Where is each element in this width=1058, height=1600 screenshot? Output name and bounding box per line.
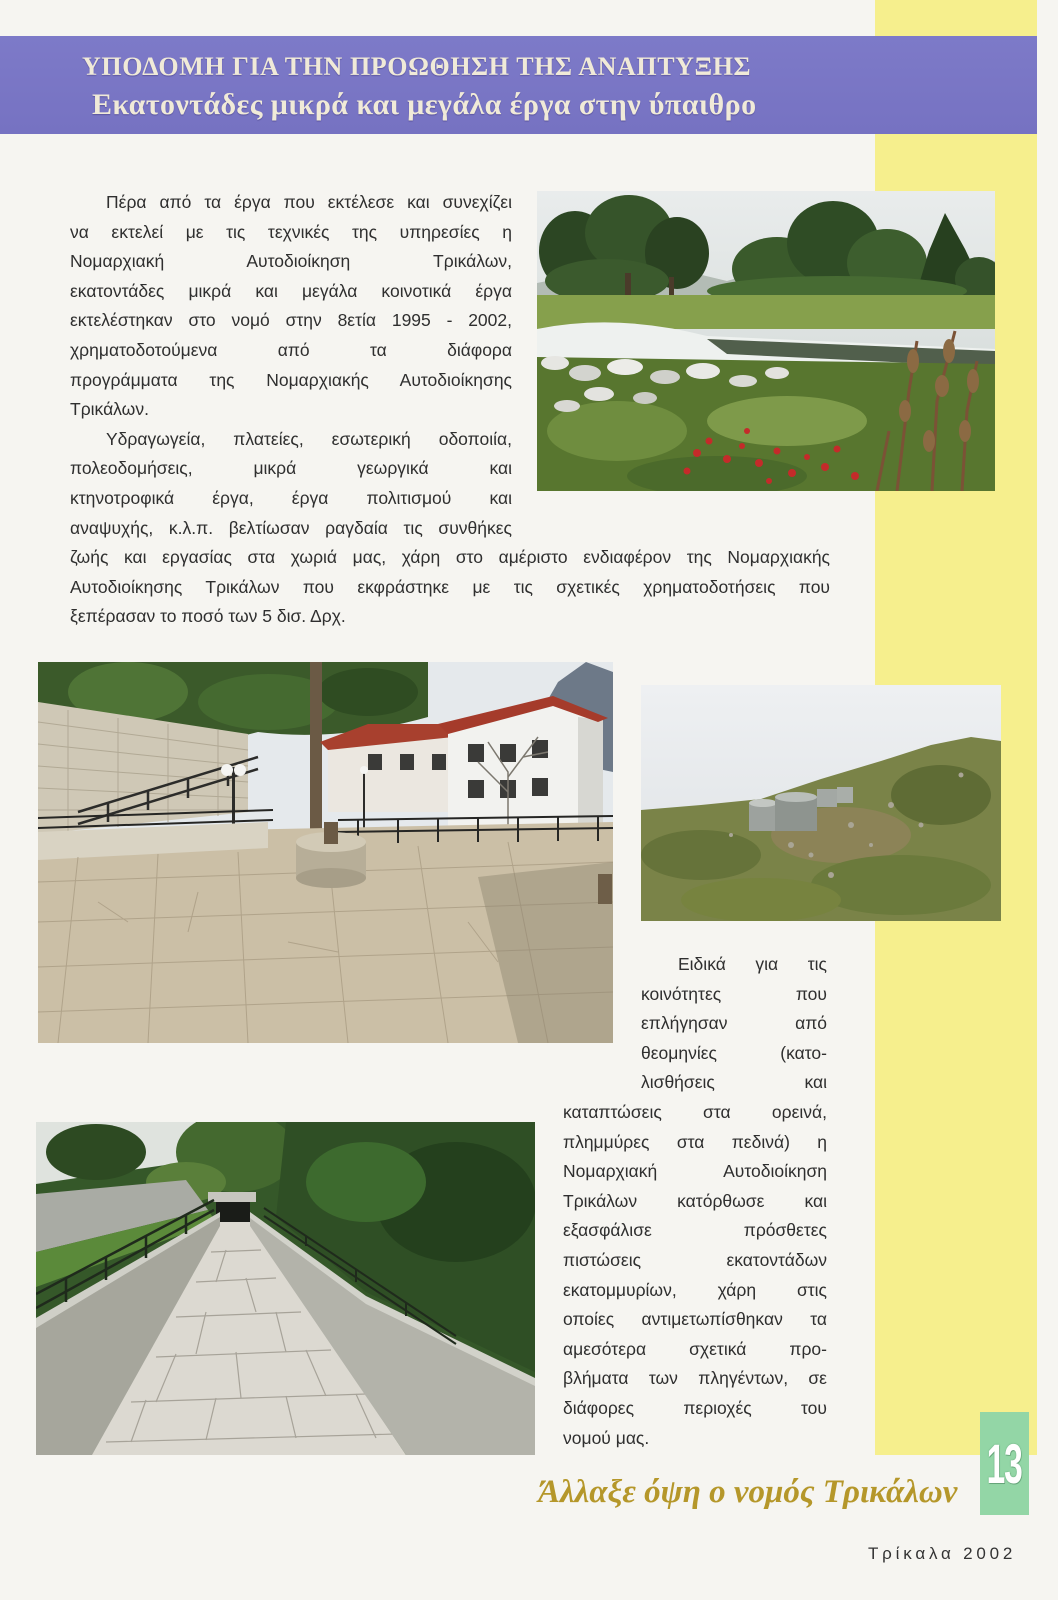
sidebar-line: οποίες αντιμετωπίσθηκαν τα — [563, 1309, 827, 1330]
sidebar-line: επλήγησαν από — [641, 1013, 827, 1034]
footer-tagline: Άλλαξε όψη ο νομός Τρικάλων — [538, 1474, 958, 1510]
sidebar-line: Ειδικά για τις — [678, 954, 827, 974]
photo-river-landscape — [537, 191, 995, 491]
paragraph-line: κτηνοτροφικά έργα, έργα πολιτισμού και — [70, 487, 512, 508]
sidebar-line: Νομαρχιακή Αυτοδιοίκηση — [563, 1161, 827, 1182]
paragraph-line: προγράμματα της Νομαρχιακής Αυτοδιοίκησης — [70, 369, 512, 390]
paragraph-line: Υδραγωγεία, πλατείες, εσωτερική οδοποιία, — [106, 428, 512, 449]
header-band — [0, 36, 1037, 134]
page-title: ΥΠΟΔΟΜΗ ΓΙΑ ΤΗΝ ΠΡΟΩΘΗΣΗ ΤΗΣ ΑΝΑΠΤΥΞΗΣ — [82, 52, 752, 81]
paragraph-line: ζωής και εργασίας στα χωριά μας, χάρη στο αμέριστο ενδιαφέρον της Νομαρχιακής — [70, 547, 830, 568]
paragraph-line: Πέρα από τα έργα που εκτέλεσε και συνεχίζει — [106, 192, 512, 212]
tunnel — [216, 1202, 250, 1224]
sidebar-text — [563, 950, 827, 1453]
paragraph-line: χρηματοδοτούμενα από τα διάφορα — [70, 339, 512, 360]
photo-paved-channel — [36, 1122, 535, 1455]
page-number: 13 — [987, 1432, 1022, 1495]
paragraph-line: Τρικάλων. — [70, 399, 149, 420]
sidebar-line: αμεσότερα σχετικά προ- — [563, 1338, 827, 1359]
sidebar-line: καταπτώσεις στα ορεινά, — [563, 1101, 827, 1122]
sidebar-line: πλημμύρες στα πεδινά) η — [563, 1131, 827, 1152]
page-subtitle: Εκατοντάδες μικρά και μεγάλα έργα στην ύπαιθρο — [92, 88, 757, 121]
sidebar-line: νομού μας. — [563, 1427, 650, 1448]
sidebar-line: κοινότητες που — [641, 983, 827, 1004]
paragraph-line: Νομαρχιακή Αυτοδιοίκηση Τρικάλων, — [70, 251, 512, 272]
photo-village-square — [38, 662, 613, 1043]
paragraph-line: πολεοδομήσεις, μικρά γεωργικά και — [70, 458, 512, 479]
sidebar-line: διάφορες περιοχές του — [563, 1397, 827, 1418]
bench — [598, 874, 612, 904]
paragraph-line: να εκτελεί με τις τεχνικές της υπηρεσίες η — [70, 221, 512, 242]
paragraph-line: εκτελέστηκαν στο νομό στην 8ετία 1995 - 2002, — [70, 310, 512, 331]
sidebar-line: εκατομμυρίων, χάρη στις — [563, 1279, 827, 1300]
paragraph-line: εκατοντάδες μικρά και μεγάλα κοινοτικά έργα — [70, 280, 512, 301]
paragraph-line: Αυτοδιοίκησης Τρικάλων που εκφράστηκε με τις σχετικές χρηματοδοτήσεις που — [70, 576, 830, 597]
sidebar-line: εξασφάλισε πρόσθετες — [563, 1220, 827, 1241]
page-number-box — [980, 1412, 1029, 1515]
sidebar-line: βλήματα των πληγέντων, σε — [563, 1368, 827, 1389]
sidebar-line: λισθήσεις και — [641, 1072, 827, 1093]
sidebar-line: πιστώσεις εκατοντάδων — [563, 1249, 827, 1270]
sidebar-line: Τρικάλων κατόρθωσε και — [563, 1190, 827, 1211]
paragraph-line: αναψυχής, κ.λ.π. βελτίωσαν ραγδαία τις συνθήκες — [70, 517, 512, 538]
footer-edition: Τρίκαλα 2002 — [868, 1544, 1017, 1563]
paragraph-line: ξεπέρασαν το ποσό των 5 δισ. Δρχ. — [70, 606, 346, 627]
sidebar-line: θεομηνίες (κατο- — [641, 1042, 827, 1063]
tree-trunk — [310, 662, 322, 844]
photo-hillside-water-tanks — [641, 685, 1001, 921]
